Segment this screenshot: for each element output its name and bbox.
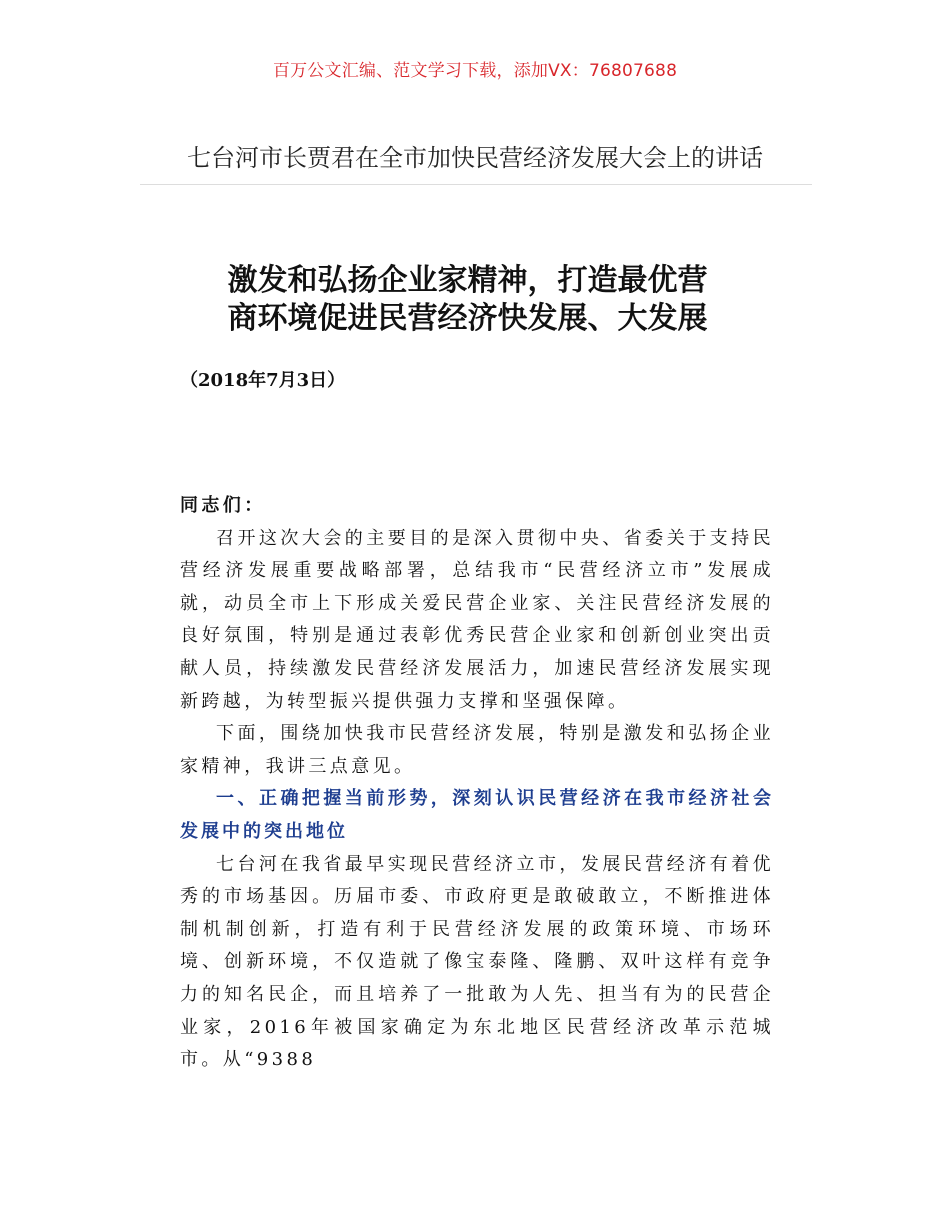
salutation: 同志们：	[180, 495, 266, 516]
body-paragraph: 召开这次大会的主要目的是深入贯彻中央、省委关于支持民营经济发展重要战略部署，总结我市“民营经济立市”发展成就，动员全市上下形成关爱民营企业家、关注民营经济发展的良好氛围，特别是通过表彰优秀民营企业家和创新创业突出贡献人员，持续激发民营经济发展活力，加速民营经济发展实现新跨越，为转型振兴提供强力支撑和坚强保障。	[180, 527, 774, 712]
speech-title-line-1: 激发和弘扬企业家精神，打造最优营	[227, 263, 708, 298]
body-paragraph: 七台河在我省最早实现民营经济立市，发展民营经济有着优秀的市场基因。历届市委、市政府更是敢破敢立，不断推进体制机制创新，打造有利于民营经济发展的政策环境、市场环境、创新环境，不仅造就了像宝泰隆、隆鹏、双叶这样有竞争力的知名民企，而且培养了一批敢为人先、担当有为的民营企业家，2016年被国家确定为东北地区民营经济改革示范城市。从“9388	[180, 853, 774, 1071]
speech-title-line-2: 商环境促进民营经济快发展、大发展	[227, 301, 708, 336]
speech-title	[0, 262, 935, 338]
heading-divider	[140, 184, 812, 185]
body-paragraph: 下面，围绕加快我市民营经济发展，特别是激发和弘扬企业家精神，我讲三点意见。	[180, 723, 774, 777]
speech-body	[180, 490, 774, 1077]
document-heading: 七台河市长贾君在全市加快民营经济发展大会上的讲话	[187, 144, 763, 172]
watermark-text: 百万公文汇编、范文学习下载，添加VX：76807688	[272, 61, 678, 81]
section-heading: 一、正确把握当前形势，深刻认识民营经济在我市经济社会发展中的突出地位	[180, 788, 774, 842]
speech-date: （2018年7月3日）	[180, 370, 346, 391]
